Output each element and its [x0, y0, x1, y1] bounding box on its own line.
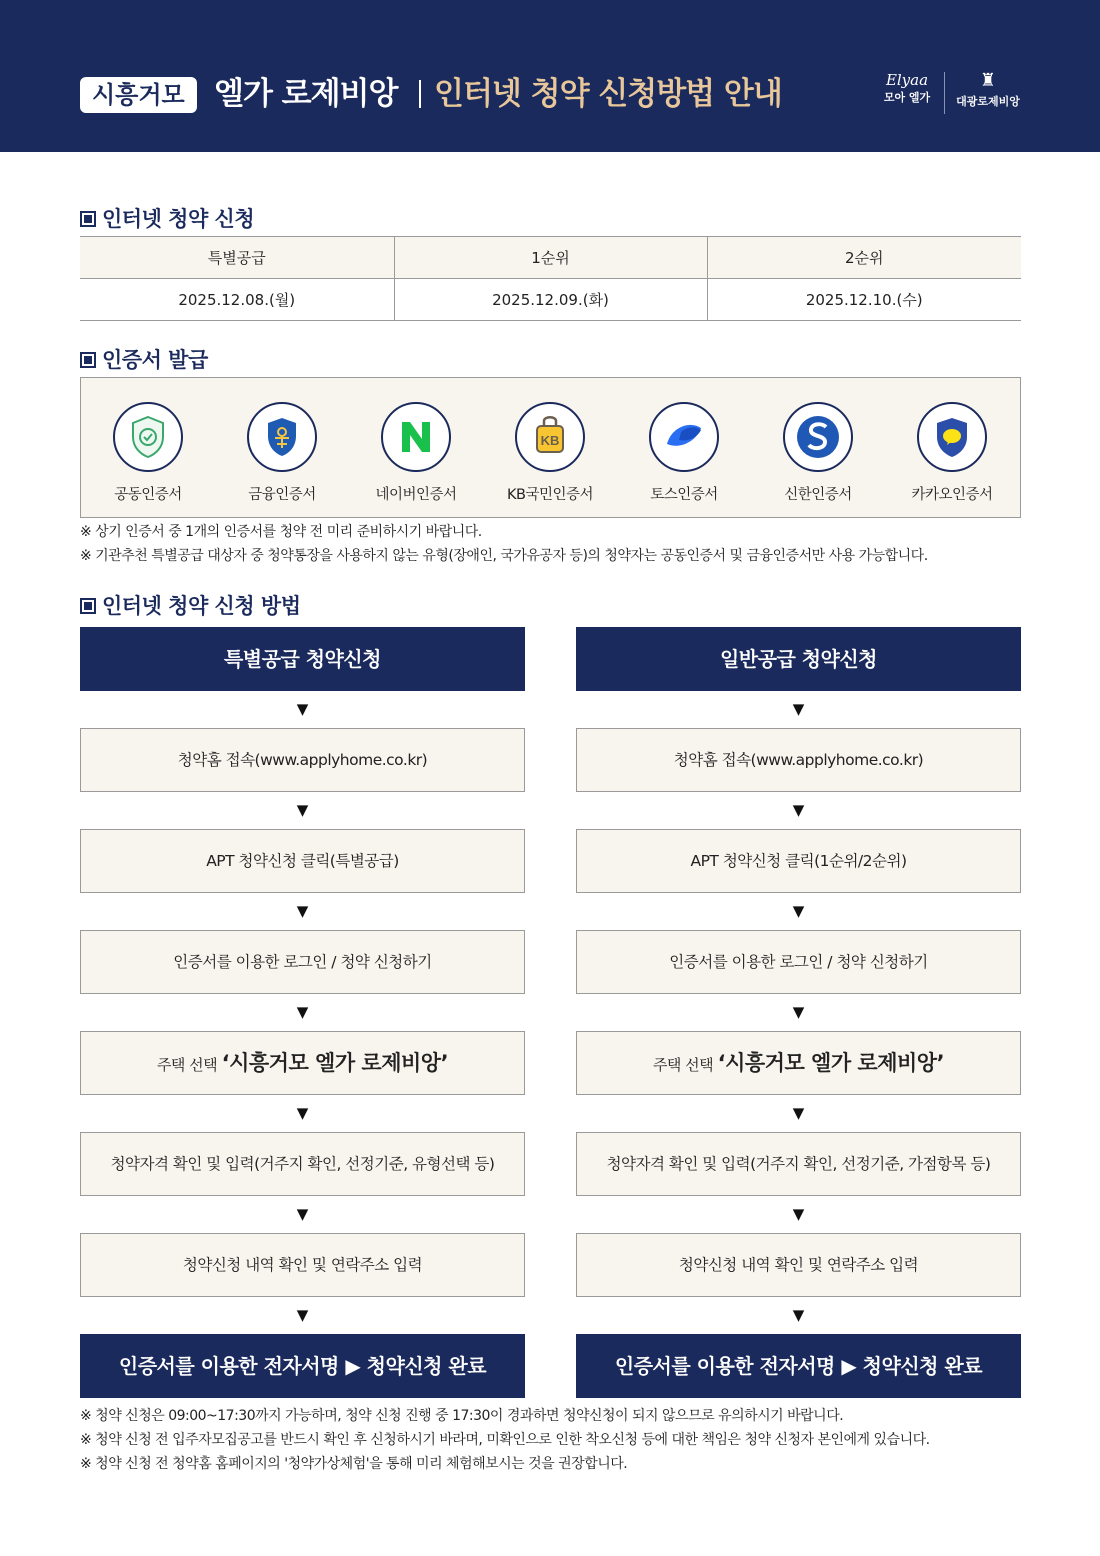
down-arrow-icon: ▼ [792, 700, 805, 718]
square-bullet-icon [80, 211, 96, 227]
flow-step: APT 청약신청 클릭(특별공급) [80, 829, 525, 893]
footer-note: ※ 청약 신청은 09:00~17:30까지 가능하며, 청약 신청 진행 중 17:30이 경과하면 청약신청이 되지 않으므로 유의하시기 바랍니다. [80, 1408, 844, 1424]
shinhan-icon [783, 402, 853, 472]
step-house-name: ‘시흥거모 엘가 로제비앙’ [221, 1051, 449, 1075]
flow-final-step: 인증서를 이용한 전자서명 ▶ 청약신청 완료 [576, 1334, 1021, 1398]
footer-note: ※ 청약 신청 전 청약홈 홈페이지의 '청약가상체험'을 통해 미리 체험해보시는 것을 권장합니다. [80, 1456, 628, 1472]
certificate-list [80, 377, 1021, 518]
cert-item-shinhan [751, 402, 885, 504]
elyaa-logo [874, 70, 940, 116]
down-arrow-icon: ▼ [296, 1205, 309, 1223]
kakao-icon [917, 402, 987, 472]
cert-item-financial [215, 402, 349, 504]
svg-text:KB: KB [540, 433, 560, 448]
flow-step: 청약신청 내역 확인 및 연락주소 입력 [576, 1233, 1021, 1297]
page-title: 엘가 로제비앙 [214, 76, 398, 112]
general-supply-flow [576, 627, 1021, 1398]
down-arrow-icon: ▼ [296, 1104, 309, 1122]
step-prefix: 주택 선택 [156, 1056, 218, 1074]
schedule-table [80, 236, 1021, 321]
cert-item-naver [349, 402, 483, 504]
table-header: 특별공급 [80, 237, 394, 279]
step-house-name: ‘시흥거모 엘가 로제비앙’ [717, 1051, 945, 1075]
elyaa-logo-script: Elyaa [885, 71, 929, 89]
down-arrow-icon: ▼ [296, 1003, 309, 1021]
down-arrow-icon: ▼ [792, 1003, 805, 1021]
flow-step: 청약홈 접속(www.applyhome.co.kr) [576, 728, 1021, 792]
square-bullet-icon [80, 598, 96, 614]
cert-note: ※ 기관추천 특별공급 대상자 중 청약통장을 사용하지 않는 유형(장애인, 국가유공자 등)의 청약자는 공동인증서 및 금융인증서만 사용 가능합니다. [80, 548, 928, 564]
table-cell: 2025.12.09.(화) [394, 279, 707, 321]
elyaa-logo-text: 모아 엘가 [883, 91, 931, 104]
cert-label: 신한인증서 [784, 487, 852, 503]
step-prefix: 주택 선택 [652, 1056, 714, 1074]
toss-icon [649, 402, 719, 472]
shield-check-icon [113, 402, 183, 472]
title-divider [419, 80, 421, 108]
footer-note: ※ 청약 신청 전 입주자모집공고를 반드시 확인 후 신청하시기 바라며, 미확인으로 인한 착오신청 등에 대한 책임은 청약 신청자 본인에게 있습니다. [80, 1432, 930, 1448]
cert-item-kakao [885, 402, 1019, 504]
cert-label: 금융인증서 [248, 487, 316, 503]
square-bullet-icon [80, 352, 96, 368]
table-header: 1순위 [394, 237, 707, 279]
cert-label: 카카오인증서 [911, 487, 993, 503]
flow-final-step: 인증서를 이용한 전자서명 ▶ 청약신청 완료 [80, 1334, 525, 1398]
flow-step-house-select [80, 1031, 525, 1095]
cert-item-joint [81, 402, 215, 504]
rosebiang-logo [950, 68, 1026, 116]
rosebiang-logo-text: 대광로제비앙 [956, 95, 1020, 108]
section-title-schedule: 인터넷 청약 신청 [80, 205, 254, 233]
flow-step-house-select [576, 1031, 1021, 1095]
crest-icon: ♜ [979, 70, 997, 91]
flow-step: 청약자격 확인 및 입력(거주지 확인, 선정기준, 유형선택 등) [80, 1132, 525, 1196]
logo-divider [944, 72, 945, 114]
cert-label: 토스인증서 [650, 487, 718, 503]
flow-step: APT 청약신청 클릭(1순위/2순위) [576, 829, 1021, 893]
cert-label: 공동인증서 [114, 487, 182, 503]
down-arrow-icon: ▼ [792, 1306, 805, 1324]
financial-cert-icon [247, 402, 317, 472]
flow-step: 청약신청 내역 확인 및 연락주소 입력 [80, 1233, 525, 1297]
down-arrow-icon: ▼ [792, 1104, 805, 1122]
flow-step: 청약자격 확인 및 입력(거주지 확인, 선정기준, 가점항목 등) [576, 1132, 1021, 1196]
location-badge: 시흥거모 [80, 77, 197, 113]
cert-item-kb [483, 402, 617, 504]
cert-item-toss [617, 402, 751, 504]
section-title-certificates: 인증서 발급 [80, 346, 208, 374]
section-title-method: 인터넷 청약 신청 방법 [80, 592, 301, 620]
cert-note: ※ 상기 인증서 중 1개의 인증서를 청약 전 미리 준비하시기 바랍니다. [80, 524, 482, 540]
kb-icon [515, 402, 585, 472]
table-cell: 2025.12.08.(월) [80, 279, 394, 321]
table-row [80, 279, 1021, 321]
table-header-row [80, 237, 1021, 279]
flow-title: 특별공급 청약신청 [80, 627, 525, 691]
page-subtitle: 인터넷 청약 신청방법 안내 [434, 76, 782, 112]
page-header [0, 0, 1100, 152]
down-arrow-icon: ▼ [296, 902, 309, 920]
down-arrow-icon: ▼ [296, 801, 309, 819]
special-supply-flow [80, 627, 525, 1398]
down-arrow-icon: ▼ [296, 700, 309, 718]
down-arrow-icon: ▼ [296, 1306, 309, 1324]
down-arrow-icon: ▼ [792, 902, 805, 920]
flow-step: 청약홈 접속(www.applyhome.co.kr) [80, 728, 525, 792]
down-arrow-icon: ▼ [792, 801, 805, 819]
cert-label: KB국민인증서 [507, 487, 593, 503]
table-cell: 2025.12.10.(수) [707, 279, 1021, 321]
flow-step: 인증서를 이용한 로그인 / 청약 신청하기 [576, 930, 1021, 994]
flow-step: 인증서를 이용한 로그인 / 청약 신청하기 [80, 930, 525, 994]
naver-icon [381, 402, 451, 472]
table-header: 2순위 [707, 237, 1021, 279]
cert-label: 네이버인증서 [375, 487, 457, 503]
flow-title: 일반공급 청약신청 [576, 627, 1021, 691]
down-arrow-icon: ▼ [792, 1205, 805, 1223]
